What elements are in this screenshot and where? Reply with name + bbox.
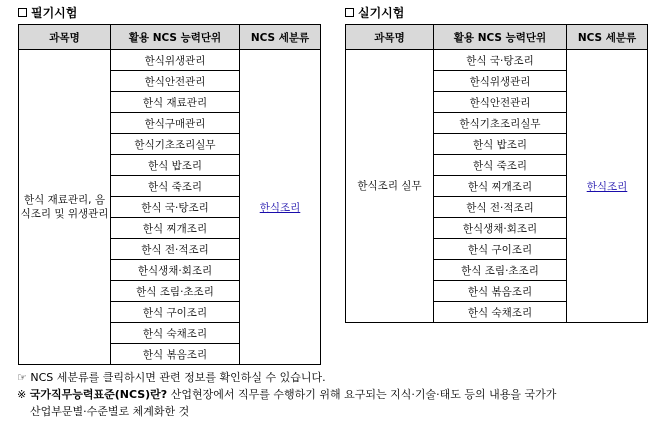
ncs-unit-cell: 한식 조림·초조리 [434, 260, 567, 281]
click-hint-text: NCS 세분류를 클릭하시면 관련 정보를 확인하실 수 있습니다. [30, 371, 326, 384]
ncs-unit-cell: 한식구매관리 [111, 113, 240, 134]
table-header-row [19, 25, 321, 50]
ncs-unit-cell: 한식 전·적조리 [111, 239, 240, 260]
ncs-category-header: NCS 세분류 [240, 25, 321, 50]
written-exam-title [18, 4, 77, 21]
ncs-definition-note-cont [30, 403, 189, 419]
subject-header: 과목명 [346, 25, 434, 50]
ncs-category-link[interactable]: 한식조리 [259, 201, 301, 214]
ncs-definition-note [17, 386, 556, 402]
written-exam-table [18, 24, 321, 365]
ncs-unit-cell: 한식기초조리실무 [111, 134, 240, 155]
pointing-hand-icon: ☞ [17, 371, 27, 384]
table-row [346, 50, 648, 71]
ncs-unit-cell: 한식 전·적조리 [434, 197, 567, 218]
ncs-unit-cell: 한식 숙채조리 [111, 323, 240, 344]
table-row [19, 50, 321, 71]
ncs-category-header: NCS 세분류 [567, 25, 648, 50]
ncs-unit-cell: 한식 구이조리 [111, 302, 240, 323]
ncs-unit-cell: 한식기초조리실무 [434, 113, 567, 134]
ncs-unit-cell: 한식안전관리 [434, 92, 567, 113]
ncs-unit-cell: 한식 찌개조리 [434, 176, 567, 197]
ncs-unit-cell: 한식 볶음조리 [434, 281, 567, 302]
practical-exam-title-text: 실기시험 [358, 6, 405, 20]
written-exam-title-text: 필기시험 [31, 6, 78, 20]
ncs-definition-term: 국가직무능력표준(NCS)란? [29, 388, 168, 401]
subject-cell: 한식 재료관리, 음식조리 및 위생관리 [19, 50, 111, 365]
ncs-definition-text: 산업현장에서 직무를 수행하기 위해 요구되는 지식·기술·태도 등의 내용을 국가가 [167, 388, 557, 401]
ncs-unit-cell: 한식 조림·초조리 [111, 281, 240, 302]
ncs-unit-cell: 한식 구이조리 [434, 239, 567, 260]
subject-header: 과목명 [19, 25, 111, 50]
click-hint-note [17, 369, 326, 385]
ncs-unit-cell: 한식생채·회조리 [434, 218, 567, 239]
ncs-unit-header: 활용 NCS 능력단위 [434, 25, 567, 50]
ncs-category-cell [240, 50, 321, 365]
written-exam-body [19, 50, 321, 365]
ncs-unit-cell: 한식 밥조리 [111, 155, 240, 176]
ncs-unit-cell: 한식 국·탕조리 [111, 197, 240, 218]
practical-exam-body [346, 50, 648, 323]
ncs-definition-text-2: 산업부문별·수준별로 체계화한 것 [30, 405, 190, 418]
ncs-unit-cell: 한식 죽조리 [434, 155, 567, 176]
practical-exam-title [345, 4, 404, 21]
square-bullet-icon [18, 8, 27, 17]
ncs-category-link[interactable]: 한식조리 [586, 180, 628, 193]
ncs-unit-cell: 한식 밥조리 [434, 134, 567, 155]
ncs-category-cell [567, 50, 648, 323]
reference-mark-icon: ※ [17, 388, 27, 401]
ncs-unit-header: 활용 NCS 능력단위 [111, 25, 240, 50]
square-bullet-icon [345, 8, 354, 17]
ncs-unit-cell: 한식 볶음조리 [111, 344, 240, 365]
ncs-unit-cell: 한식 찌개조리 [111, 218, 240, 239]
ncs-unit-cell: 한식안전관리 [111, 71, 240, 92]
ncs-unit-cell: 한식위생관리 [434, 71, 567, 92]
subject-cell: 한식조리 실무 [346, 50, 434, 323]
ncs-unit-cell: 한식 숙채조리 [434, 302, 567, 323]
table-header-row [346, 25, 648, 50]
ncs-unit-cell: 한식생채·회조리 [111, 260, 240, 281]
ncs-unit-cell: 한식 재료관리 [111, 92, 240, 113]
practical-exam-table [345, 24, 648, 323]
ncs-unit-cell: 한식 죽조리 [111, 176, 240, 197]
ncs-unit-cell: 한식 국·탕조리 [434, 50, 567, 71]
ncs-unit-cell: 한식위생관리 [111, 50, 240, 71]
